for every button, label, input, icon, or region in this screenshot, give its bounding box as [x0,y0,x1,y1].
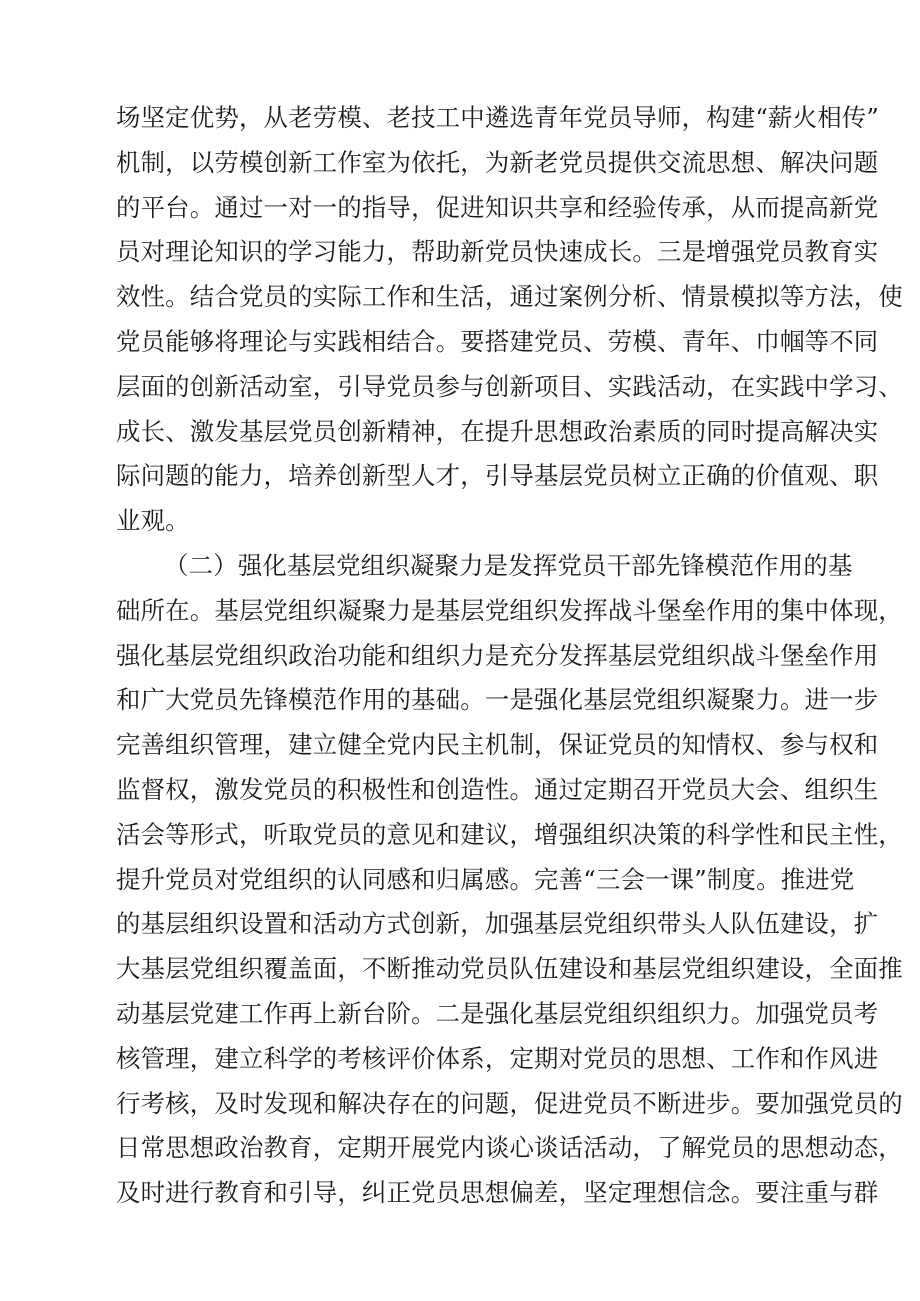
text-line: 场坚定优势，从老劳模、老技工中遴选青年党员导师，构建“薪火相传” [116,103,880,132]
paragraph [116,544,903,1216]
text-line: 层面的创新活动室，引导党员参与创新项目、实践活动，在实践中学习、 [116,371,903,401]
text-line: 员对理论知识的学习能力，帮助新党员快速成长。三是增强党员教育实 [116,237,879,267]
text-line: 行考核，及时发现和解决存在的问题，促进党员不断进步。要加强党员的 [116,1088,903,1118]
text-line: 效性。结合党员的实际工作和生活，通过案例分析、情景模拟等方法，使 [116,282,903,312]
text-line: 动基层党建工作再上新台阶。二是强化基层党组织组织力。加强党员考 [116,998,879,1028]
text-line: 的基层组织设置和活动方式创新，加强基层党组织带头人队伍建设，扩 [116,909,879,939]
paragraph [116,96,903,544]
text-line: 大基层党组织覆盖面，不断推动党员队伍建设和基层党组织建设，全面推 [116,954,903,984]
text-line: 完善组织管理，建立健全党内民主机制，保证党员的知情权、参与权和 [116,730,879,760]
text-line: 活会等形式，听取党员的意见和建议，增强组织决策的科学性和民主性， [116,819,903,849]
text-line: 核管理，建立科学的考核评价体系，定期对党员的思想、工作和作风进 [116,1043,879,1073]
text-line: 和广大党员先锋模范作用的基础。一是强化基层党组织凝聚力。进一步 [116,685,879,715]
text-line: 机制，以劳模创新工作室为依托，为新老党员提供交流思想、解决问题 [116,147,879,177]
text-line: 际问题的能力，培养创新型人才，引导基层党员树立正确的价值观、职 [116,461,879,491]
text-line: 业观。 [116,506,190,536]
text-line: 提升党员对党组织的认同感和归属感。完善“三会一课”制度。推进党 [116,864,855,894]
text-line: （二）强化基层党组织凝聚力是发挥党员干部先锋模范作用的基 [164,550,853,580]
document-body [116,96,903,1216]
text-line: 日常思想政治教育，定期开展党内谈心谈话活动，了解党员的思想动态， [116,1133,903,1163]
text-line: 监督权，激发党员的积极性和创造性。通过定期召开党员大会、组织生 [116,774,879,804]
text-line: 础所在。基层党组织凝聚力是基层党组织发挥战斗堡垒作用的集中体现， [116,595,903,625]
text-line: 及时进行教育和引导，纠正党员思想偏差，坚定理想信念。要注重与群 [116,1178,879,1208]
text-line: 成长、激发基层党员创新精神，在提升思想政治素质的同时提高解决实 [116,416,879,446]
text-line: 强化基层党组织政治功能和组织力是充分发挥基层党组织战斗堡垒作用 [116,640,879,670]
text-line: 的平台。通过一对一的指导，促进知识共享和经验传承，从而提高新党 [116,192,879,222]
text-line: 党员能够将理论与实践相结合。要搭建党员、劳模、青年、巾帼等不同 [116,326,879,356]
